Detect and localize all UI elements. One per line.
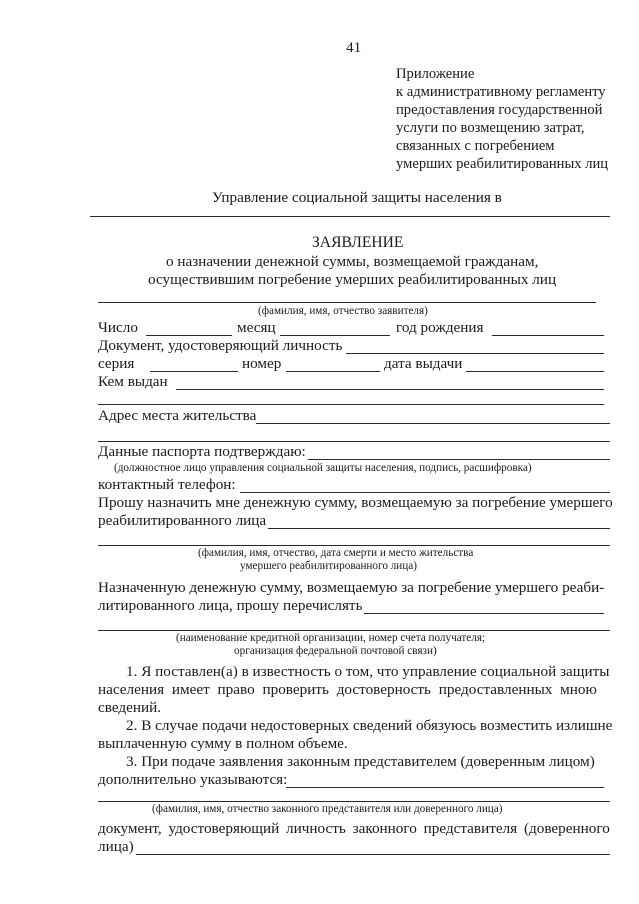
clause-1: населения имеет право проверить достоверность предоставленных мною (98, 681, 597, 698)
appendix-line: связанных с погребением (396, 138, 555, 154)
month-label: месяц (237, 319, 276, 336)
bank-field[interactable] (364, 613, 604, 614)
document-title: ЗАЯВЛЕНИЕ (312, 234, 404, 251)
representative-field-2[interactable] (98, 801, 610, 802)
document-subtitle: о назначении денежной суммы, возмещаемой гражданам, (166, 253, 539, 270)
clause-3: дополнительно указываются: (98, 771, 288, 788)
address-label: Адрес места жительства (98, 407, 257, 424)
issued-by-field-2[interactable] (98, 404, 604, 405)
passport-confirm-label: Данные паспорта подтверждаю: (98, 443, 306, 460)
request-text: реабилитированного лица (98, 512, 267, 529)
deceased-hint: (фамилия, имя, отчество, дата смерти и место жительства (198, 547, 474, 559)
appendix-line: услуги по возмещению затрат, (396, 120, 585, 136)
representative-hint: (фамилия, имя, отчество законного представителя или доверенного лица) (152, 803, 503, 815)
series-label: серия (98, 355, 135, 372)
id-doc-label: Документ, удостоверяющий личность (98, 337, 343, 354)
clause-3: лица) (98, 838, 134, 855)
passport-confirm-field[interactable] (308, 459, 610, 460)
deceased-field[interactable] (268, 528, 610, 529)
issued-by-label: Кем выдан (98, 373, 168, 390)
birth-year-field[interactable] (492, 335, 604, 336)
series-field[interactable] (150, 371, 238, 372)
authority-line: Управление социальной защиты населения в (212, 189, 502, 206)
appendix-line: Приложение (396, 66, 475, 82)
appendix-line: предоставления государственной (396, 102, 603, 118)
bank-field-2[interactable] (98, 630, 610, 631)
id-doc-field[interactable] (346, 353, 604, 354)
appendix-line: умерших реабилитированных лиц (396, 156, 609, 172)
clause-1: 1. Я поставлен(а) в известность о том, что управление социальной защиты (126, 663, 610, 680)
phone-field[interactable] (240, 492, 610, 493)
day-label: Число (98, 319, 138, 336)
representative-field[interactable] (286, 787, 604, 788)
deceased-field-2[interactable] (98, 545, 610, 546)
bank-hint: (наименование кредитной организации, номер счета получателя; (176, 632, 486, 644)
clause-3: документ, удостоверяющий личность законного представителя (доверенного (98, 820, 610, 837)
page-number: 41 (346, 39, 362, 56)
address-field[interactable] (256, 423, 610, 424)
bank-hint: организация федеральной почтовой связи) (234, 645, 437, 657)
request-text: Прошу назначить мне денежную сумму, возмещаемую за погребение умершего (98, 494, 613, 511)
official-hint: (должностное лицо управления социальной защиты населения, подпись, расшифровка) (114, 462, 532, 474)
phone-label: контактный телефон: (98, 476, 236, 493)
clause-1: сведений. (98, 699, 162, 716)
issue-date-label: дата выдачи (384, 355, 463, 372)
clause-2: 2. В случае подачи недостоверных сведений обязуюсь возместить излишне (126, 717, 613, 734)
clause-2: выплаченную сумму в полном объеме. (98, 735, 348, 752)
birth-year-label: год рождения (396, 319, 484, 336)
deceased-hint: умершего реабилитированного лица) (240, 560, 417, 572)
document-subtitle: осуществившим погребение умерших реабилитированных лиц (148, 271, 557, 288)
appendix-line: к административному регламенту (396, 84, 606, 100)
representative-doc-field[interactable] (136, 854, 610, 855)
authority-fill-line[interactable] (90, 216, 610, 217)
applicant-fio-field[interactable] (98, 302, 596, 303)
number-label: номер (242, 355, 282, 372)
transfer-text: Назначенную денежную сумму, возмещаемую за погребение умершего реаби- (98, 579, 605, 596)
fio-hint: (фамилия, имя, отчество заявителя) (258, 305, 428, 317)
issued-by-field[interactable] (176, 389, 604, 390)
clause-3: 3. При подаче заявления законным представителем (доверенным лицом) (126, 753, 595, 770)
number-field[interactable] (286, 371, 380, 372)
transfer-text: литированного лица, прошу перечислять (98, 597, 363, 614)
issue-date-field[interactable] (466, 371, 604, 372)
address-field-2[interactable] (98, 441, 610, 442)
day-field[interactable] (146, 335, 232, 336)
month-field[interactable] (280, 335, 390, 336)
